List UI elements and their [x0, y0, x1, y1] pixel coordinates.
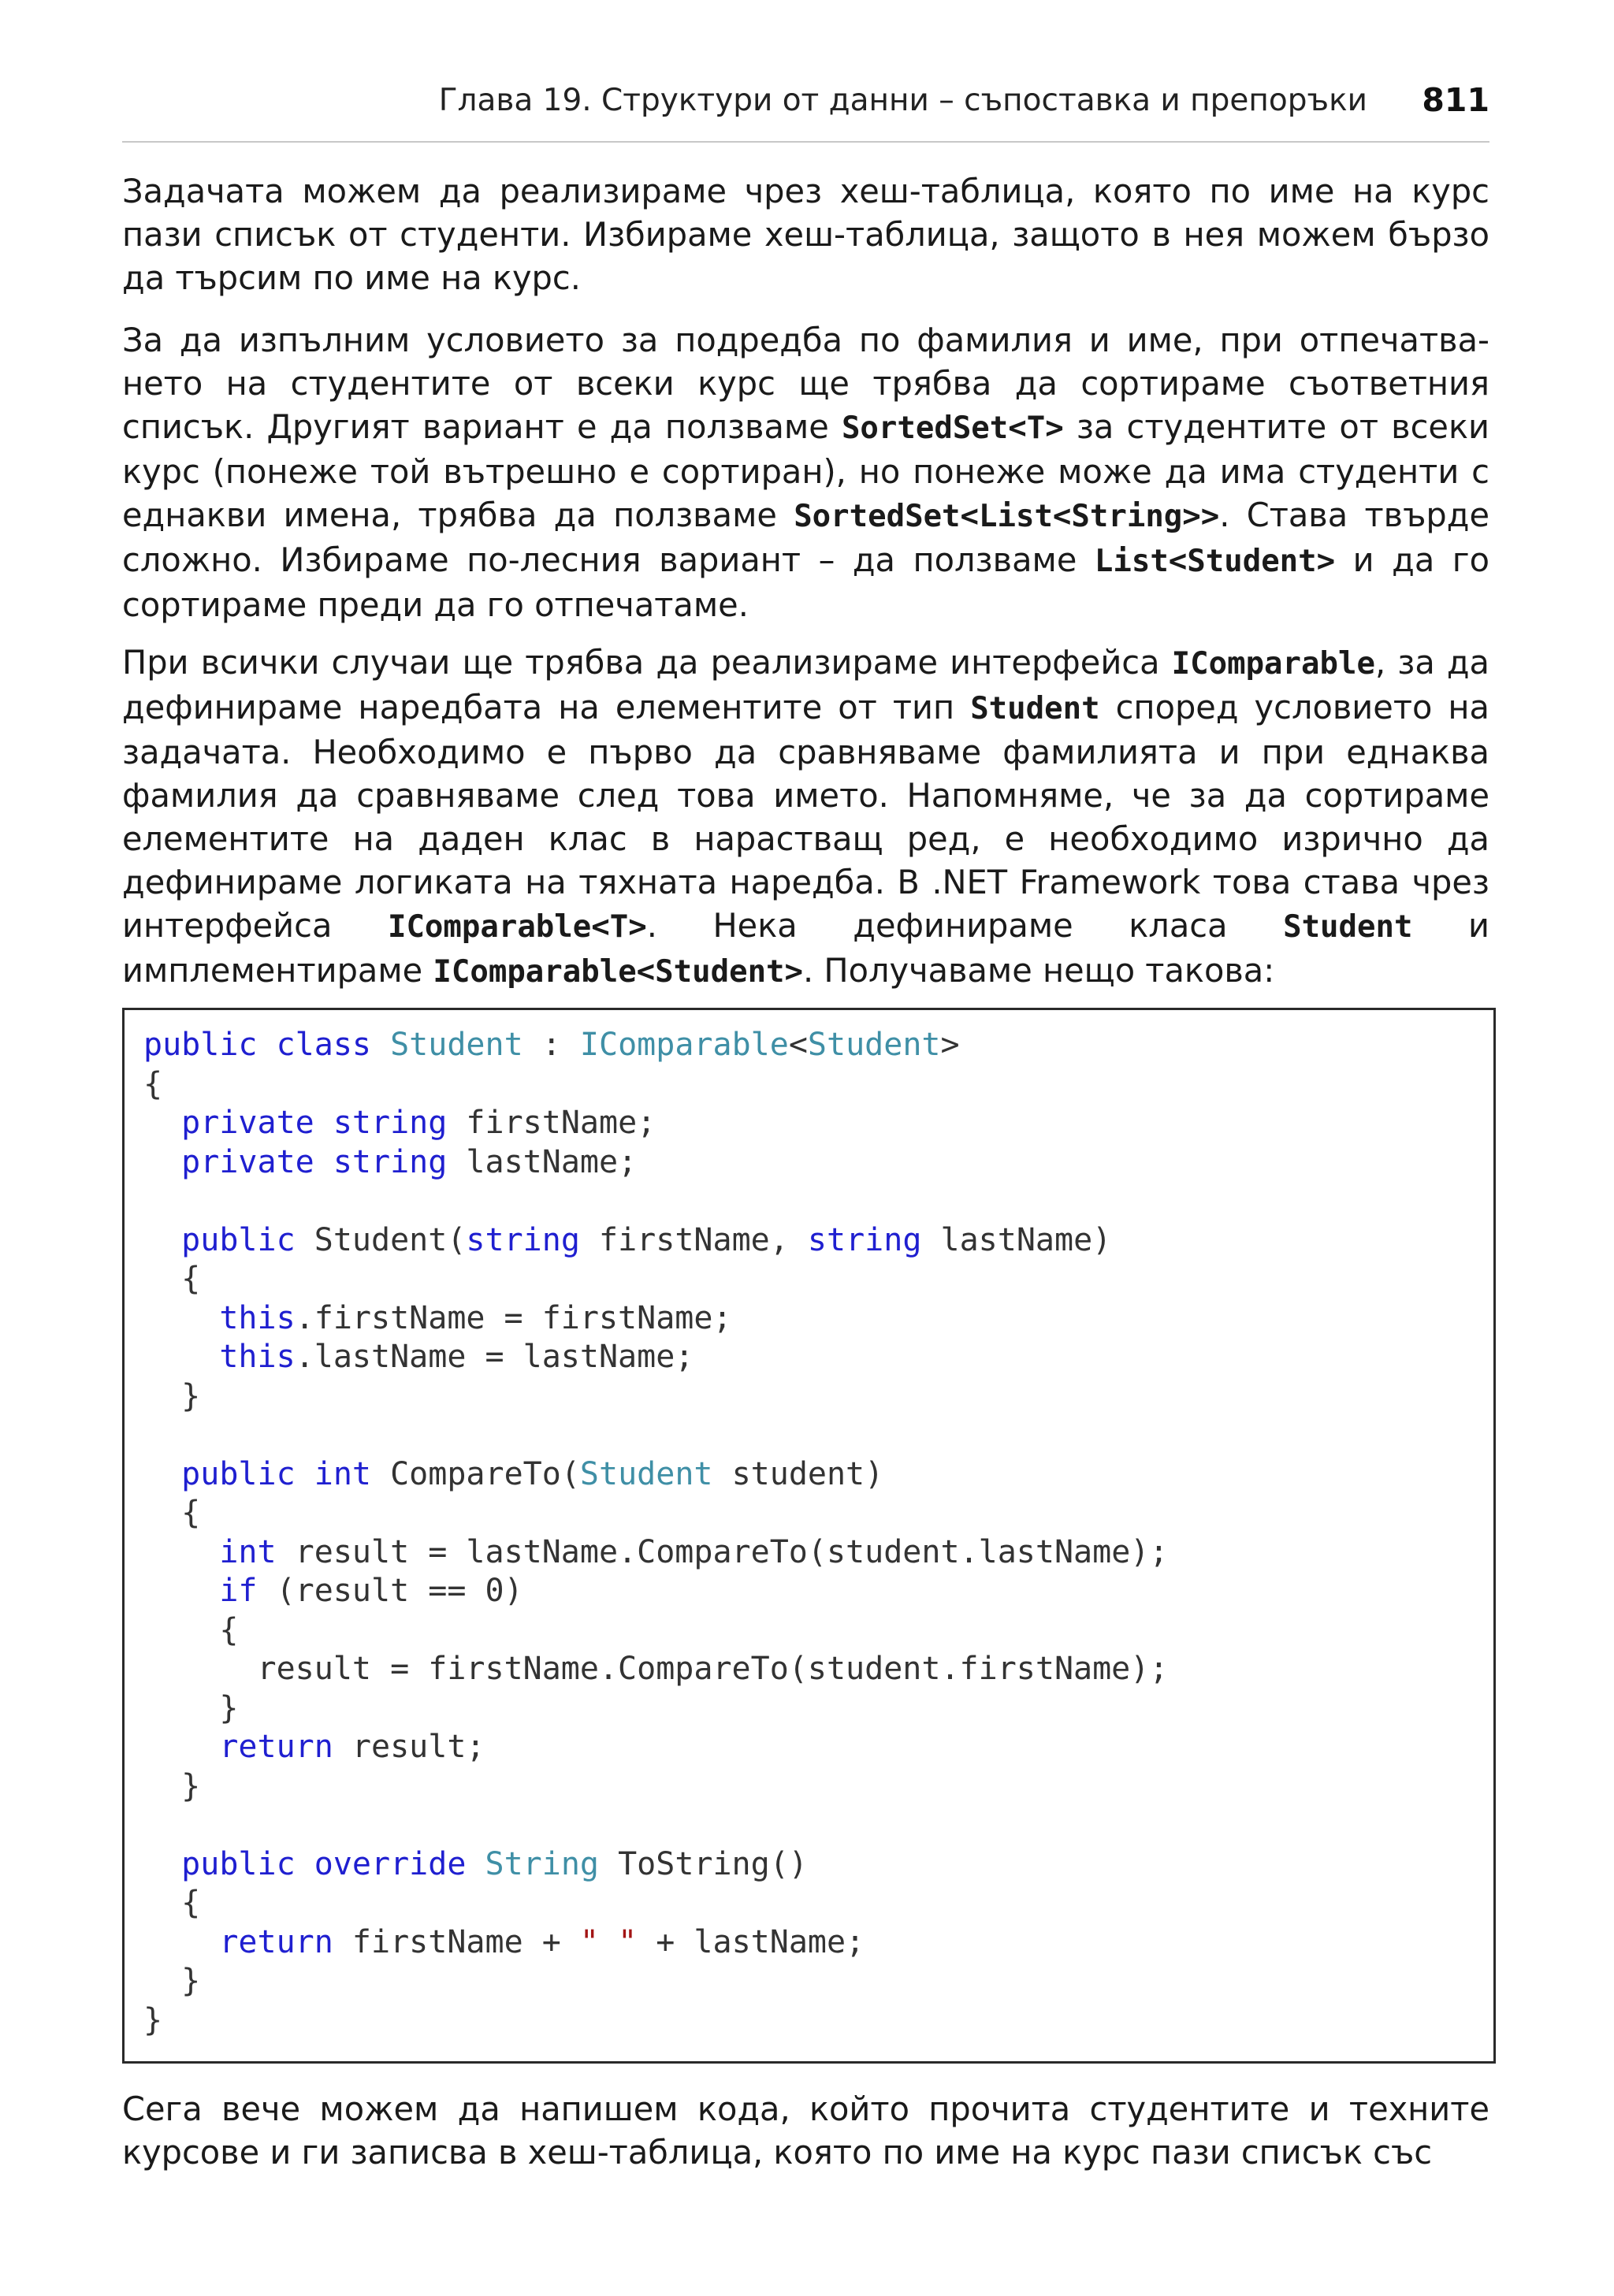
paragraph-text: . Получаваме нещо такова:: [803, 951, 1275, 990]
code-keyword: public override: [181, 1845, 485, 1882]
code-line: [143, 2001, 1168, 2041]
code-text: }: [143, 1377, 201, 1414]
paragraph-2: [122, 318, 1489, 626]
code-line: [143, 1221, 1168, 1261]
code-text: result = firstName.CompareTo(student.firstName);: [143, 1651, 1169, 1687]
inline-code: Student: [970, 691, 1100, 726]
code-text: [143, 1534, 219, 1570]
inline-code: IComparable<T>: [387, 909, 647, 945]
paragraph-text: . Става твърде сложно. Избираме по-лесния вариант – да ползваме: [122, 496, 1489, 579]
code-keyword: return: [219, 1729, 333, 1765]
code-line: [143, 1065, 1168, 1105]
inline-code: Student: [1283, 909, 1413, 945]
code-text: lastName): [921, 1221, 1112, 1258]
code-text: result = lastName.CompareTo(student.lastName);: [276, 1533, 1169, 1570]
code-keyword: int: [219, 1533, 277, 1570]
code-text: [143, 1456, 181, 1492]
code-text: [143, 1846, 181, 1882]
code-type: Student: [390, 1027, 523, 1063]
code-text: student): [712, 1455, 884, 1492]
code-line: [143, 1143, 1168, 1183]
code-line: [143, 1377, 1168, 1417]
code-block: [122, 1008, 1496, 2064]
inline-code: SortedSet<T>: [841, 411, 1064, 446]
paragraph-text: За да изпълним условието за подредба по фамилия и име, при отпечатването на студентите от всеки курс ще трябва да сортираме съответния списък. Другият вариант е да ползваме: [122, 321, 1489, 446]
code-text: .firstName = firstName;: [295, 1299, 732, 1336]
code-keyword: this: [219, 1299, 296, 1336]
inline-code: IComparable: [1171, 646, 1375, 682]
code-type: Student: [807, 1027, 941, 1063]
code-line: [143, 1260, 1168, 1299]
code-keyword: string: [466, 1221, 580, 1258]
code-type: String: [485, 1845, 599, 1882]
code-line: [143, 1845, 1168, 1885]
page-header: [122, 75, 1489, 143]
code-type: IComparable: [579, 1027, 789, 1063]
code-text: }: [143, 2001, 163, 2038]
code-text: {: [143, 1261, 201, 1297]
paragraph-text: Сега вече можем да напишем кода, който прочита студентите и техните курсове и ги записва в хеш-таблица, която по име на курс пази списък със: [122, 2090, 1489, 2172]
code-listing: [143, 1026, 1168, 2040]
code-line: [143, 1026, 1168, 1065]
code-text: CompareTo(: [371, 1455, 580, 1492]
code-type: Student: [579, 1455, 713, 1492]
code-line: [143, 1338, 1168, 1377]
code-text: {: [143, 1065, 163, 1102]
code-text: firstName;: [447, 1105, 656, 1141]
paragraph-text: . Нека дефинираме класа: [646, 906, 1284, 945]
code-keyword: string: [807, 1221, 922, 1258]
paragraph-4: [122, 2087, 1489, 2174]
code-text: :: [523, 1027, 580, 1063]
paragraph-text: и да го сортираме преди да го отпечатаме.: [122, 541, 1489, 624]
code-text: {: [143, 1495, 201, 1531]
code-text: [143, 1924, 219, 1960]
code-text: {: [143, 1611, 239, 1648]
code-line: [143, 1767, 1168, 1807]
code-line: [143, 1806, 1168, 1845]
code-text: firstName,: [579, 1221, 808, 1258]
code-line: [143, 1455, 1168, 1495]
code-keyword: private string: [181, 1105, 448, 1141]
code-line: [143, 1689, 1168, 1729]
code-keyword: if: [219, 1573, 258, 1609]
code-text: [143, 1105, 181, 1141]
code-line: [143, 1884, 1168, 1923]
code-text: [143, 1573, 219, 1609]
code-line: [143, 1650, 1168, 1689]
code-keyword: public: [181, 1221, 296, 1258]
code-keyword: public int: [181, 1455, 371, 1492]
code-keyword: public class: [143, 1027, 391, 1063]
code-keyword: private string: [181, 1143, 448, 1180]
code-line: [143, 1299, 1168, 1339]
code-text: [143, 1339, 219, 1375]
code-keyword: return: [219, 1923, 333, 1960]
paragraph-text: за студентите от всеки курс (понеже той вътрешно е сортиран), но понеже може да има студенти с еднакви имена, трябва да ползваме: [122, 407, 1489, 534]
code-line: [143, 1923, 1168, 1963]
code-line: [143, 1533, 1168, 1573]
code-line: [143, 1182, 1168, 1221]
inline-code: SortedSet<List<String>>: [794, 499, 1220, 534]
code-text: [143, 1222, 181, 1258]
code-line: [143, 1611, 1168, 1651]
code-text: result;: [333, 1729, 485, 1765]
code-text: <: [788, 1027, 808, 1063]
code-line: [143, 1416, 1168, 1455]
code-text: lastName;: [447, 1143, 638, 1180]
paragraph-text: според условието на задачата. Необходимо е първо да сравняваме фамилията и при еднаква фамилия да сравняваме след това името. Напомняме, че за да сортираме елементите на даден клас в нарастващ ред, е необходимо изрично да дефинираме логиката на тяхната наредба. В .NET Framework това става чрез интерфейса: [122, 688, 1489, 945]
code-keyword: this: [219, 1339, 296, 1375]
code-text: >: [940, 1027, 960, 1063]
chapter-title: Глава 19. Структури от данни – съпоставка и препоръки: [438, 83, 1367, 118]
code-text: }: [143, 1767, 201, 1804]
code-text: Student(: [295, 1221, 467, 1258]
code-text: }: [143, 1689, 239, 1726]
code-line: [143, 1728, 1168, 1767]
code-text: (result == 0): [257, 1573, 523, 1609]
code-text: firstName +: [333, 1923, 580, 1960]
code-text: [143, 1144, 181, 1180]
paragraph-text: При всички случаи ще трябва да реализираме интерфейса: [122, 643, 1172, 682]
code-text: [143, 1300, 219, 1336]
code-text: [143, 1729, 219, 1765]
inline-code: IComparable<Student>: [433, 954, 804, 990]
code-text: }: [143, 1963, 201, 1999]
inline-code: List<Student>: [1094, 544, 1336, 579]
paragraph-text: и имплементираме: [122, 906, 1490, 990]
code-line: [143, 1494, 1168, 1533]
paragraph-text: , за да дефинираме наредбата на елементите от тип: [122, 643, 1489, 726]
code-text: ToString(): [598, 1845, 808, 1882]
code-string: " ": [579, 1923, 638, 1960]
code-text: + lastName;: [637, 1923, 865, 1960]
code-line: [143, 1104, 1168, 1143]
code-line: [143, 1572, 1168, 1611]
code-text: .lastName = lastName;: [295, 1339, 694, 1375]
code-text: {: [143, 1885, 201, 1921]
code-line: [143, 1962, 1168, 2001]
paragraph-1: [122, 169, 1489, 299]
paragraph-text: Задачата можем да реализираме чрез хеш-таблица, която по име на курс пази списък от студенти. Избираме хеш-таблица, защото в нея можем бързо да търсим по име на курс.: [122, 172, 1489, 297]
page-number: 811: [1422, 81, 1489, 119]
paragraph-3: [122, 641, 1489, 994]
